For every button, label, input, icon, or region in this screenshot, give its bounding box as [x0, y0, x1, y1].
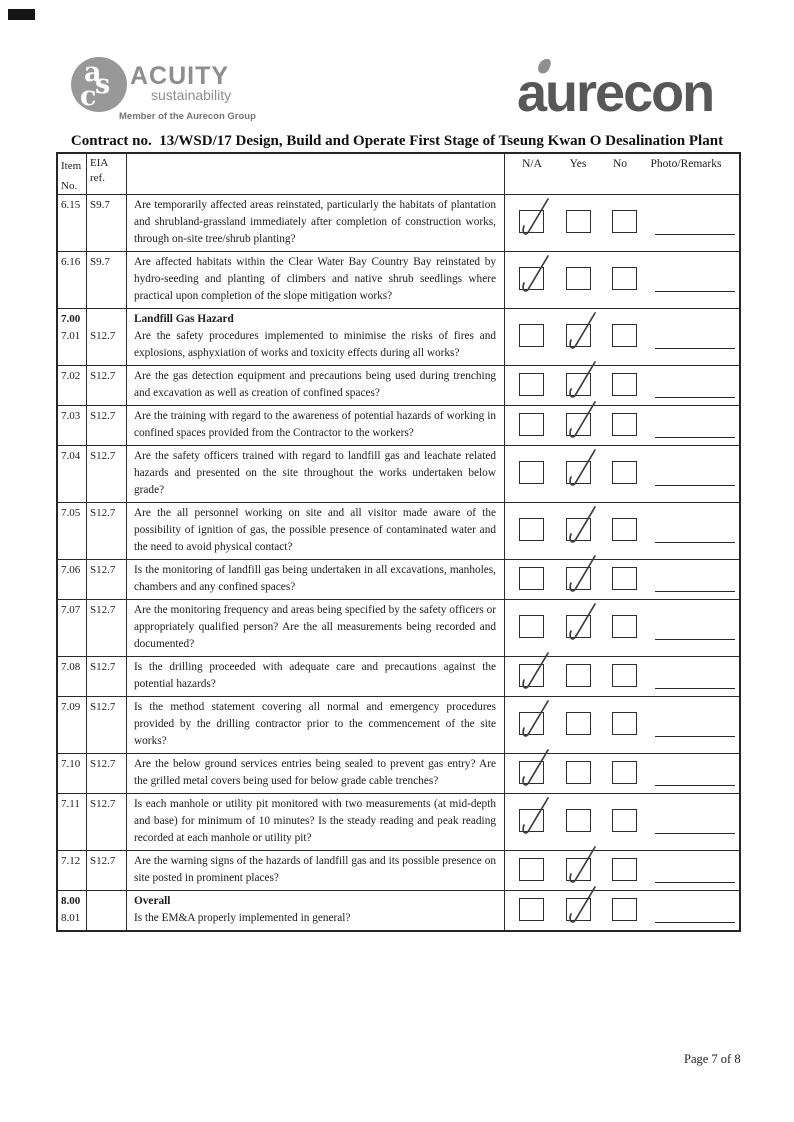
checkmark-icon	[564, 602, 600, 642]
checkbox-group	[505, 461, 739, 487]
table-row	[58, 366, 739, 406]
checkbox-group	[505, 518, 739, 544]
na-checkbox[interactable]	[519, 210, 544, 233]
checkbox-group	[505, 898, 739, 924]
eia-ref-cell	[87, 309, 127, 365]
eia-ref-cell	[87, 754, 127, 793]
no-checkbox[interactable]	[612, 373, 637, 396]
question-cell	[127, 503, 505, 559]
table-row	[58, 309, 739, 366]
question-cell	[127, 309, 505, 365]
section-heading: Overall	[134, 895, 171, 907]
answer-cell	[505, 560, 739, 599]
eia-ref: S12.7	[90, 330, 116, 342]
no-checkbox[interactable]	[612, 567, 637, 590]
no-checkbox[interactable]	[612, 898, 637, 921]
remarks-line[interactable]	[655, 688, 735, 689]
checkmark-icon	[564, 505, 600, 545]
eia-ref-cell	[87, 560, 127, 599]
table-row	[58, 600, 739, 657]
question-text: Are the training with regard to the awareness of potential hazards of working in confined spaces provided from the Contractor to the workers?	[134, 410, 496, 439]
checkbox-group	[505, 567, 739, 593]
checkmark-icon	[564, 400, 600, 440]
yes-checkbox[interactable]	[566, 210, 591, 233]
header-eia-ref: EIA ref.	[87, 154, 127, 194]
answer-cell	[505, 697, 739, 753]
item-no: 7.02	[61, 370, 81, 382]
checkmark-icon	[517, 699, 553, 739]
na-checkbox[interactable]	[519, 809, 544, 832]
question-text: Are the below ground services entries being sealed to prevent gas entry? Are the grilled metal covers being used for below grade cable trenches?	[134, 758, 496, 787]
question-text: Are temporarily affected areas reinstated, particularly the habitats of plantation and shrubland-grassland immediately after completion of construction works, through on-site tree/shrub planting?	[134, 199, 496, 245]
checkmark-icon	[564, 885, 600, 925]
checkbox-group	[505, 664, 739, 690]
na-checkbox[interactable]	[519, 615, 544, 638]
question-cell	[127, 794, 505, 850]
na-checkbox[interactable]	[519, 267, 544, 290]
eia-ref: S9.7	[90, 199, 110, 211]
question-text: Is the drilling proceeded with adequate care and precautions against the potential hazards?	[134, 661, 496, 690]
yes-checkbox[interactable]	[566, 567, 591, 590]
yes-checkbox[interactable]	[566, 267, 591, 290]
item-no: 7.05	[61, 507, 81, 519]
item-no: 8.00	[61, 895, 81, 907]
question-cell	[127, 697, 505, 753]
item-no-cell	[58, 754, 87, 793]
checkmark-icon	[517, 748, 553, 788]
eia-ref-cell	[87, 406, 127, 445]
answer-cell	[505, 851, 739, 890]
item-no: 7.10	[61, 758, 81, 770]
yes-checkbox[interactable]	[566, 664, 591, 687]
header-na: N/A	[522, 158, 542, 170]
question-text: Is the EM&A properly implemented in general?	[134, 912, 351, 924]
item-no: 7.00	[61, 313, 81, 325]
item-no: 7.07	[61, 604, 81, 616]
no-checkbox[interactable]	[612, 664, 637, 687]
acuity-member-line: Member of the Aurecon Group	[119, 111, 256, 122]
question-cell	[127, 446, 505, 502]
checkbox-group	[505, 324, 739, 350]
header-no: No	[612, 158, 628, 170]
question-text: Is the monitoring of landfill gas being undertaken in all excavations, manholes, chambers and any confined spaces?	[134, 564, 496, 593]
remarks-line[interactable]	[655, 397, 735, 398]
question-cell	[127, 600, 505, 656]
item-no-cell	[58, 851, 87, 890]
acuity-monogram-icon	[71, 57, 127, 112]
eia-ref-cell	[87, 503, 127, 559]
answer-cell	[505, 600, 739, 656]
table-row	[58, 891, 739, 930]
checklist-table	[56, 152, 741, 932]
question-cell	[127, 195, 505, 251]
remarks-line[interactable]	[655, 736, 735, 737]
checkmark-icon	[517, 254, 553, 294]
question-cell	[127, 366, 505, 405]
checkmark-icon	[517, 796, 553, 836]
answer-cell	[505, 195, 739, 251]
header-item-line2: No.	[61, 180, 78, 192]
acuity-wordmark: ACUITY	[130, 62, 230, 90]
no-checkbox[interactable]	[612, 809, 637, 832]
monogram-letter: c	[80, 81, 97, 112]
eia-ref-cell	[87, 366, 127, 405]
no-checkbox[interactable]	[612, 518, 637, 541]
item-no: 7.08	[61, 661, 81, 673]
remarks-line[interactable]	[655, 348, 735, 349]
eia-ref: S12.7	[90, 450, 116, 462]
item-no-cell	[58, 195, 87, 251]
remarks-line[interactable]	[655, 437, 735, 438]
checkmark-icon	[517, 197, 553, 237]
table-row	[58, 794, 739, 851]
eia-ref-cell	[87, 851, 127, 890]
na-checkbox[interactable]	[519, 518, 544, 541]
no-checkbox[interactable]	[612, 461, 637, 484]
answer-cell	[505, 446, 739, 502]
monogram-letter: a	[84, 57, 102, 88]
na-checkbox[interactable]	[519, 664, 544, 687]
item-no-cell	[58, 252, 87, 308]
yes-checkbox[interactable]	[566, 373, 591, 396]
yes-checkbox[interactable]	[566, 518, 591, 541]
eia-ref-cell	[87, 657, 127, 696]
table-row	[58, 252, 739, 309]
eia-ref: S12.7	[90, 410, 116, 422]
question-text: Are the warning signs of the hazards of landfill gas and its possible presence on site posted in prominent places?	[134, 855, 496, 884]
answer-cell	[505, 503, 739, 559]
answer-cell	[505, 366, 739, 405]
na-checkbox[interactable]	[519, 373, 544, 396]
item-no: 7.11	[61, 798, 80, 810]
question-text: Are affected habitats within the Clear Water Bay Country Bay reinstated by hydro-seeding and planting of climbers and native shrub seedlings where practical upon completion of the slope mitigation works?	[134, 256, 496, 302]
item-no-cell	[58, 794, 87, 850]
yes-checkbox[interactable]	[566, 615, 591, 638]
eia-ref: S12.7	[90, 604, 116, 616]
eia-ref: S12.7	[90, 507, 116, 519]
question-text: Are the gas detection equipment and precautions being used during trenching and excavation as well as creation of confined spaces?	[134, 370, 496, 399]
acuity-logo	[71, 57, 311, 127]
table-row	[58, 406, 739, 446]
yes-checkbox[interactable]	[566, 324, 591, 347]
answer-cell	[505, 309, 739, 365]
no-checkbox[interactable]	[612, 761, 637, 784]
eia-ref: S9.7	[90, 256, 110, 268]
no-checkbox[interactable]	[612, 858, 637, 881]
remarks-line[interactable]	[655, 833, 735, 834]
acuity-subtitle: sustainability	[151, 87, 232, 103]
table-row	[58, 503, 739, 560]
checkmark-icon	[564, 311, 600, 351]
question-cell	[127, 657, 505, 696]
yes-checkbox[interactable]	[566, 461, 591, 484]
scan-artifact	[8, 9, 35, 20]
question-cell	[127, 851, 505, 890]
header-yes: Yes	[569, 158, 587, 170]
no-checkbox[interactable]	[612, 267, 637, 290]
table-row	[58, 195, 739, 252]
remarks-line[interactable]	[655, 882, 735, 883]
eia-ref-cell	[87, 891, 127, 930]
remarks-line[interactable]	[655, 922, 735, 923]
eia-ref-cell	[87, 697, 127, 753]
item-no-secondary: 7.01	[61, 330, 81, 342]
eia-ref-cell	[87, 252, 127, 308]
header-item-line1: Item	[61, 160, 82, 172]
yes-checkbox[interactable]	[566, 413, 591, 436]
item-no: 7.12	[61, 855, 81, 867]
answer-cell	[505, 794, 739, 850]
question-cell	[127, 252, 505, 308]
no-checkbox[interactable]	[612, 324, 637, 347]
item-no-cell	[58, 891, 87, 930]
yes-checkbox[interactable]	[566, 712, 591, 735]
eia-spacer	[90, 311, 125, 328]
document-title: Contract no. 13/WSD/17 Design, Build and Operate First Stage of Tseung Kwan O Desalination Plant	[70, 133, 724, 149]
question-text: Is the method statement covering all normal and emergency procedures provided by the drilling contractor prior to the commencement of the site works?	[134, 701, 496, 747]
checkbox-group	[505, 210, 739, 236]
yes-checkbox[interactable]	[566, 809, 591, 832]
checkbox-group	[505, 615, 739, 641]
checkbox-group	[505, 761, 739, 787]
item-no-cell	[58, 503, 87, 559]
item-no-cell	[58, 406, 87, 445]
no-checkbox[interactable]	[612, 413, 637, 436]
na-checkbox[interactable]	[519, 461, 544, 484]
remarks-line[interactable]	[655, 234, 735, 235]
yes-checkbox[interactable]	[566, 761, 591, 784]
question-cell	[127, 754, 505, 793]
no-checkbox[interactable]	[612, 712, 637, 735]
answer-cell	[505, 406, 739, 445]
item-no-cell	[58, 697, 87, 753]
na-checkbox[interactable]	[519, 858, 544, 881]
remarks-line[interactable]	[655, 485, 735, 486]
table-row	[58, 446, 739, 503]
checkbox-group	[505, 858, 739, 884]
header-question-blank	[127, 154, 505, 194]
item-no-cell	[58, 309, 87, 365]
header-answer-columns	[505, 154, 739, 194]
question-text: Is each manhole or utility pit monitored with two measurements (at mid-depth and base) for minimum of 10 minutes? Is the steady reading and peak reading recorded at each manhole or utility pit?	[134, 798, 496, 844]
eia-ref-cell	[87, 600, 127, 656]
eia-ref: S12.7	[90, 701, 116, 713]
eia-ref: S12.7	[90, 564, 116, 576]
answer-cell	[505, 754, 739, 793]
checkmark-icon	[517, 651, 553, 691]
no-checkbox[interactable]	[612, 615, 637, 638]
answer-cell	[505, 657, 739, 696]
table-row	[58, 754, 739, 794]
aurecon-wordmark: aurecon	[517, 63, 714, 123]
item-no-cell	[58, 366, 87, 405]
item-no-cell	[58, 560, 87, 599]
question-cell	[127, 560, 505, 599]
item-no: 6.15	[61, 199, 81, 211]
no-checkbox[interactable]	[612, 210, 637, 233]
eia-ref: S12.7	[90, 370, 116, 382]
na-checkbox[interactable]	[519, 898, 544, 921]
na-checkbox[interactable]	[519, 324, 544, 347]
item-no: 7.06	[61, 564, 81, 576]
item-no-cell	[58, 657, 87, 696]
na-checkbox[interactable]	[519, 712, 544, 735]
na-checkbox[interactable]	[519, 567, 544, 590]
eia-ref-cell	[87, 446, 127, 502]
item-no-secondary: 8.01	[61, 912, 81, 924]
question-cell	[127, 891, 505, 930]
item-no: 7.04	[61, 450, 81, 462]
na-checkbox[interactable]	[519, 413, 544, 436]
checkbox-group	[505, 413, 739, 439]
item-no: 6.16	[61, 256, 81, 268]
checkbox-group	[505, 373, 739, 399]
remarks-line[interactable]	[655, 591, 735, 592]
na-checkbox[interactable]	[519, 761, 544, 784]
eia-ref: S12.7	[90, 798, 116, 810]
eia-ref-cell	[87, 794, 127, 850]
monogram-letter: s	[95, 69, 111, 100]
question-text: Are the safety officers trained with regard to landfill gas and leachate related hazards and presented on the site throughout the works undertaken below grade?	[134, 450, 496, 496]
question-cell	[127, 406, 505, 445]
header-item-no	[58, 154, 87, 194]
item-no-cell	[58, 446, 87, 502]
header-photo-remarks: Photo/Remarks	[650, 158, 722, 170]
answer-cell	[505, 252, 739, 308]
table-row	[58, 851, 739, 891]
section-heading: Landfill Gas Hazard	[134, 313, 234, 325]
remarks-line[interactable]	[655, 542, 735, 543]
table-row	[58, 657, 739, 697]
eia-ref: S12.7	[90, 661, 116, 673]
table-body	[58, 195, 739, 930]
question-text: Are the monitoring frequency and areas being specified by the safety officers or appropriately qualified person? Are the all measurements being recorded and documented?	[134, 604, 496, 650]
item-no: 7.03	[61, 410, 81, 422]
page-number: Page 7 of 8	[684, 1052, 741, 1066]
checkmark-icon	[564, 360, 600, 400]
eia-ref: S12.7	[90, 758, 116, 770]
eia-ref: S12.7	[90, 855, 116, 867]
aurecon-logo	[517, 58, 714, 123]
table-header-row	[58, 154, 739, 195]
remarks-line[interactable]	[655, 785, 735, 786]
eia-spacer	[90, 893, 125, 910]
checkbox-group	[505, 809, 739, 835]
remarks-line[interactable]	[655, 291, 735, 292]
table-row	[58, 560, 739, 600]
yes-checkbox[interactable]	[566, 898, 591, 921]
checkbox-group	[505, 712, 739, 738]
remarks-line[interactable]	[655, 639, 735, 640]
question-text: Are the safety procedures implemented to minimise the risks of fires and explosions, asphyxiation of works and toxicity effects during all works?	[134, 330, 496, 359]
checkmark-icon	[564, 554, 600, 594]
item-no: 7.09	[61, 701, 81, 713]
checkbox-group	[505, 267, 739, 293]
eia-ref-cell	[87, 195, 127, 251]
question-text: Are the all personnel working on site and all visitor made aware of the possibility of ignition of gas, the possible presence of contaminated water and the need to avoid physical contact?	[134, 507, 496, 553]
item-no-cell	[58, 600, 87, 656]
checkmark-icon	[564, 845, 600, 885]
answer-cell	[505, 891, 739, 930]
table-row	[58, 697, 739, 754]
yes-checkbox[interactable]	[566, 858, 591, 881]
checkmark-icon	[564, 448, 600, 488]
